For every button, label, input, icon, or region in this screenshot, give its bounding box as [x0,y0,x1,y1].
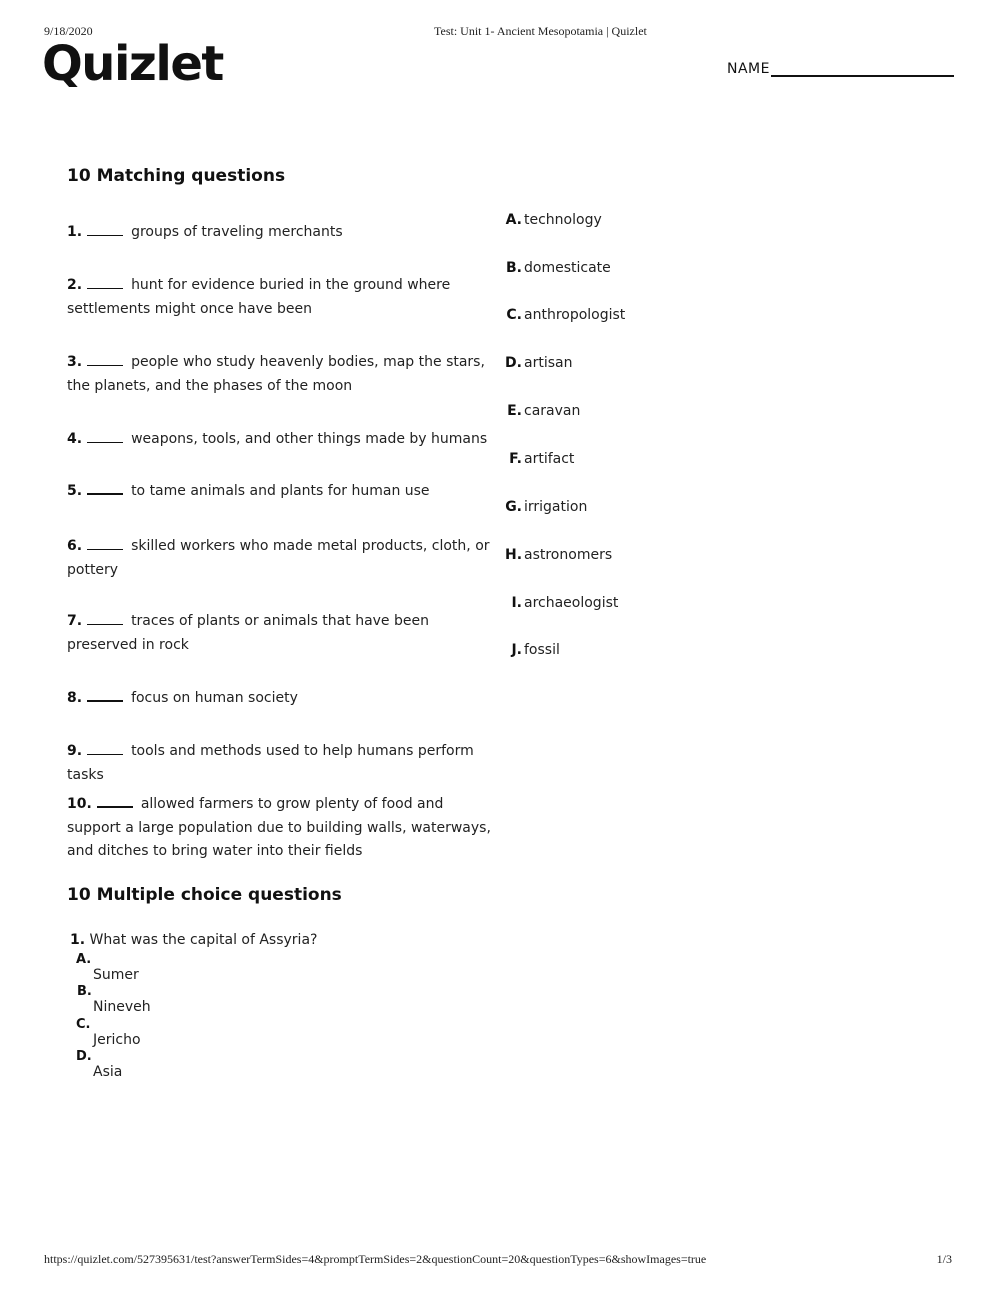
option-text: caravan [524,403,581,419]
option-letter: I. [511,595,522,611]
matching-question [67,740,497,787]
matching-section-title: 10 Matching questions [67,166,286,186]
choice-text: Sumer [93,967,139,983]
option-text: anthropologist [524,307,626,323]
option-letter: A. [505,212,522,228]
question-text: focus on human society [131,690,298,706]
print-url: https://quizlet.com/527395631/test?answerTermSides=4&promptTermSides=2&questionCount=20&questionTypes=6&showImages=true [44,1252,707,1266]
choice-letter: A. [76,952,92,967]
question-number: 9. [67,743,83,759]
question-number: 4. [67,431,83,447]
answer-blank [87,492,123,495]
matching-option [505,212,602,228]
matching-question [67,274,497,321]
option-text: artifact [524,451,575,467]
question-number: 2. [67,277,83,293]
name-field [727,61,954,77]
answer-blank [87,234,123,236]
choice-text: Jericho [93,1032,141,1048]
option-text: irrigation [524,499,588,515]
matching-option [505,547,612,563]
question-text: allowed farmers to grow plenty of food and support a large population due to building walls, waterways, and ditches to bring water into their fields [67,796,491,859]
option-letter: B. [506,260,522,276]
matching-question [67,793,497,864]
question-number: 6. [67,538,83,554]
question-text: weapons, tools, and other things made by humans [131,431,488,447]
choice-letter: B. [77,984,92,999]
multiple-choice-section-title: 10 Multiple choice questions [67,885,342,905]
question-text: What was the capital of Assyria? [89,932,318,948]
name-label: NAME [727,61,770,77]
matching-question [67,221,497,245]
print-date: 9/18/2020 [44,24,93,38]
matching-option [505,355,572,371]
question-number: 1. [67,224,83,240]
matching-question [67,535,497,582]
question-text: hunt for evidence buried in the ground where settlements might once have been [67,277,451,317]
option-text: fossil [524,642,560,658]
matching-option [505,642,560,658]
question-text: tools and methods used to help humans perform tasks [67,743,474,783]
question-number: 5. [67,483,83,499]
question-text: people who study heavenly bodies, map the stars, the planets, and the phases of the moon [67,354,485,394]
matching-option [505,260,611,276]
answer-blank [87,441,123,443]
choice-text: Nineveh [93,999,151,1015]
mc-question [70,932,317,948]
print-page-number: 1/3 [936,1252,952,1266]
question-number: 8. [67,690,83,706]
question-text: to tame animals and plants for human use [131,483,430,499]
option-letter: E. [507,403,522,419]
answer-blank [87,364,123,366]
option-text: technology [524,212,602,228]
option-letter: C. [506,307,522,323]
option-text: domesticate [524,260,611,276]
answer-blank [87,623,123,625]
option-letter: G. [505,499,522,515]
question-number: 10. [67,796,92,812]
name-underline [771,61,954,77]
answer-blank [87,548,123,550]
option-text: archaeologist [524,595,619,611]
option-letter: D. [505,355,522,371]
option-letter: H. [505,547,523,563]
answer-blank [87,699,123,702]
quizlet-logo: Quizlet [42,36,223,92]
matching-option [505,451,574,467]
option-text: astronomers [524,547,613,563]
choice-letter: D. [76,1049,92,1064]
option-text: artisan [524,355,573,371]
question-number: 7. [67,613,83,629]
answer-blank [97,805,133,808]
option-letter: J. [511,642,522,658]
choice-letter: C. [76,1017,91,1032]
answer-blank [87,287,123,289]
question-text: groups of traveling merchants [131,224,343,240]
option-letter: F. [509,451,522,467]
choice-text: Asia [93,1064,123,1080]
answer-blank [87,753,123,755]
matching-question [67,351,497,398]
question-number: 3. [67,354,83,370]
matching-question [67,610,497,657]
matching-option [505,307,625,323]
matching-option [505,403,580,419]
matching-option [505,499,587,515]
matching-option [505,595,618,611]
matching-question [67,480,497,504]
matching-question [67,428,497,452]
question-number: 1. [70,932,86,948]
question-text: skilled workers who made metal products, cloth, or pottery [67,538,490,578]
print-page-title: Test: Unit 1- Ancient Mesopotamia | Quizlet [434,24,647,38]
question-text: traces of plants or animals that have been preserved in rock [67,613,429,653]
matching-question [67,687,497,711]
